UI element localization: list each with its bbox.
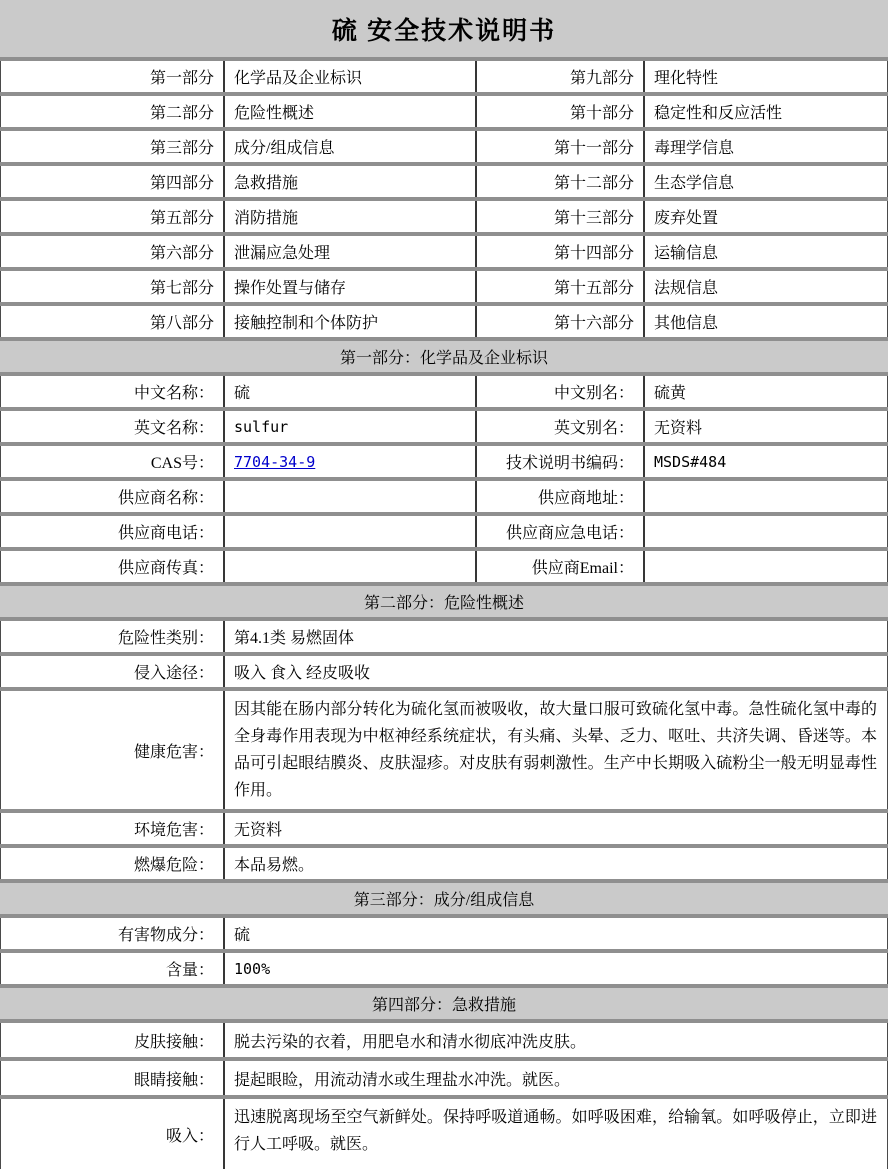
toc-row [0, 201, 888, 232]
toc-section-label: 第四部分 [149, 175, 214, 192]
field-value [223, 516, 475, 547]
toc-section-label: 第十五部分 [475, 271, 643, 302]
toc-section-label: 第二部分 [149, 105, 214, 122]
field-value: 硫 [223, 376, 475, 407]
field-value: 本品易燃。 [223, 848, 887, 879]
field-row [0, 621, 888, 652]
field-label: 供应商传真： [117, 560, 214, 577]
toc-section-label: 第十部分 [475, 96, 643, 127]
field-value: 100% [223, 953, 887, 984]
toc-section-label: 第十一部分 [475, 131, 643, 162]
field-label: 英文别名： [475, 411, 643, 442]
toc-row [0, 236, 888, 267]
toc-section-title: 消防措施 [223, 201, 475, 232]
toc-row [0, 306, 888, 337]
field-label: 燃爆危险： [133, 857, 214, 874]
field-label: 危险性类别： [117, 630, 214, 647]
toc-row [0, 96, 888, 127]
field-label: 中文名称： [133, 385, 214, 402]
field-label: 英文名称： [133, 420, 214, 437]
toc-section-title: 毒理学信息 [643, 131, 887, 162]
section-header-4: 第四部分：急救措施 [0, 988, 888, 1019]
toc-section-title: 生态学信息 [643, 166, 887, 197]
toc-section-label: 第八部分 [149, 315, 214, 332]
field-label: 皮肤接触： [133, 1033, 214, 1051]
toc-section-title: 泄漏应急处理 [223, 236, 475, 267]
field-row [0, 376, 888, 407]
field-value [223, 551, 475, 582]
field-label: 侵入途径： [133, 665, 214, 682]
toc-row [0, 131, 888, 162]
field-value: 硫 [223, 918, 887, 949]
toc-section-title: 法规信息 [643, 271, 887, 302]
toc-section-title: 危险性概述 [223, 96, 475, 127]
cas-number-link[interactable]: 7704-34-9 [234, 452, 316, 471]
field-row [0, 813, 888, 844]
toc-section-title: 急救措施 [223, 166, 475, 197]
field-row [0, 481, 888, 512]
field-label: 供应商应急电话： [475, 516, 643, 547]
field-label: 中文别名： [475, 376, 643, 407]
toc-section-title: 接触控制和个体防护 [223, 306, 475, 337]
field-row [0, 1061, 888, 1095]
toc-section-label: 第五部分 [149, 210, 214, 227]
toc-section-label: 第十三部分 [475, 201, 643, 232]
field-value [643, 551, 887, 582]
section-header-2: 第二部分：危险性概述 [0, 586, 888, 617]
toc-section-title: 成分/组成信息 [223, 131, 475, 162]
field-label: CAS号： [150, 455, 214, 472]
toc-section-label: 第九部分 [475, 61, 643, 92]
field-value [223, 446, 475, 477]
field-row [0, 551, 888, 582]
section-header-3: 第三部分：成分/组成信息 [0, 883, 888, 914]
field-value: 第4.1类 易燃固体 [223, 621, 887, 652]
field-value: sulfur [223, 411, 475, 442]
toc-row [0, 61, 888, 92]
field-value: 无资料 [643, 411, 887, 442]
toc-section-title: 稳定性和反应活性 [643, 96, 887, 127]
field-row [0, 691, 888, 809]
field-row [0, 516, 888, 547]
section-header-1: 第一部分：化学品及企业标识 [0, 341, 888, 372]
field-value: 提起眼睑，用流动清水或生理盐水冲洗。就医。 [223, 1061, 887, 1095]
field-value: 吸入 食入 经皮吸收 [223, 656, 887, 687]
field-value [643, 516, 887, 547]
field-row [0, 656, 888, 687]
field-value: 无资料 [223, 813, 887, 844]
toc-section-title: 理化特性 [643, 61, 887, 92]
field-row [0, 918, 888, 949]
field-row [0, 411, 888, 442]
field-label: 眼睛接触： [133, 1071, 214, 1089]
field-label: 健康危害： [133, 743, 214, 761]
toc-section-label: 第十二部分 [475, 166, 643, 197]
field-row [0, 848, 888, 879]
field-label: 环境危害： [133, 822, 214, 839]
field-value: 因其能在肠内部分转化为硫化氢而被吸收，故大量口服可致硫化氢中毒。急性硫化氢中毒的全身毒作用表现为中枢神经系统症状，有头痛、头晕、乏力、呕吐、共济失调、昏迷等。本品可引起眼结膜炎、皮肤湿疹。对皮肤有弱刺激性。生产中长期吸入硫粉尘一般无明显毒性作用。 [223, 691, 887, 809]
toc-section-label: 第七部分 [149, 280, 214, 297]
field-value [643, 481, 887, 512]
toc-row [0, 271, 888, 302]
field-value: MSDS#484 [643, 446, 887, 477]
field-row [0, 1023, 888, 1057]
field-value: 迅速脱离现场至空气新鲜处。保持呼吸道通畅。如呼吸困难，给输氧。如呼吸停止，立即进行人工呼吸。就医。 [223, 1099, 887, 1169]
toc-section-title: 废弃处置 [643, 201, 887, 232]
toc-section-label: 第十六部分 [475, 306, 643, 337]
toc-section-label: 第三部分 [149, 140, 214, 157]
toc-section-title: 运输信息 [643, 236, 887, 267]
toc-section-title: 化学品及企业标识 [223, 61, 475, 92]
field-label: 吸入： [165, 1127, 214, 1145]
field-label: 供应商名称： [117, 490, 214, 507]
field-row [0, 953, 888, 984]
page-title: 硫 安全技术说明书 [0, 0, 888, 57]
toc-section-title: 其他信息 [643, 306, 887, 337]
field-label: 供应商Email： [475, 551, 643, 582]
field-label: 供应商地址： [475, 481, 643, 512]
field-label: 供应商电话： [117, 525, 214, 542]
toc-section-title: 操作处置与储存 [223, 271, 475, 302]
field-value: 硫黄 [643, 376, 887, 407]
field-row [0, 446, 888, 477]
toc-row [0, 166, 888, 197]
field-label: 含量： [165, 962, 214, 979]
toc-section-label: 第十四部分 [475, 236, 643, 267]
field-value: 脱去污染的衣着，用肥皂水和清水彻底冲洗皮肤。 [223, 1023, 887, 1057]
toc-section-label: 第六部分 [149, 245, 214, 262]
field-label: 有害物成分： [117, 927, 214, 944]
field-row [0, 1099, 888, 1169]
toc-section-label: 第一部分 [149, 70, 214, 87]
field-label: 技术说明书编码： [475, 446, 643, 477]
field-value [223, 481, 475, 512]
